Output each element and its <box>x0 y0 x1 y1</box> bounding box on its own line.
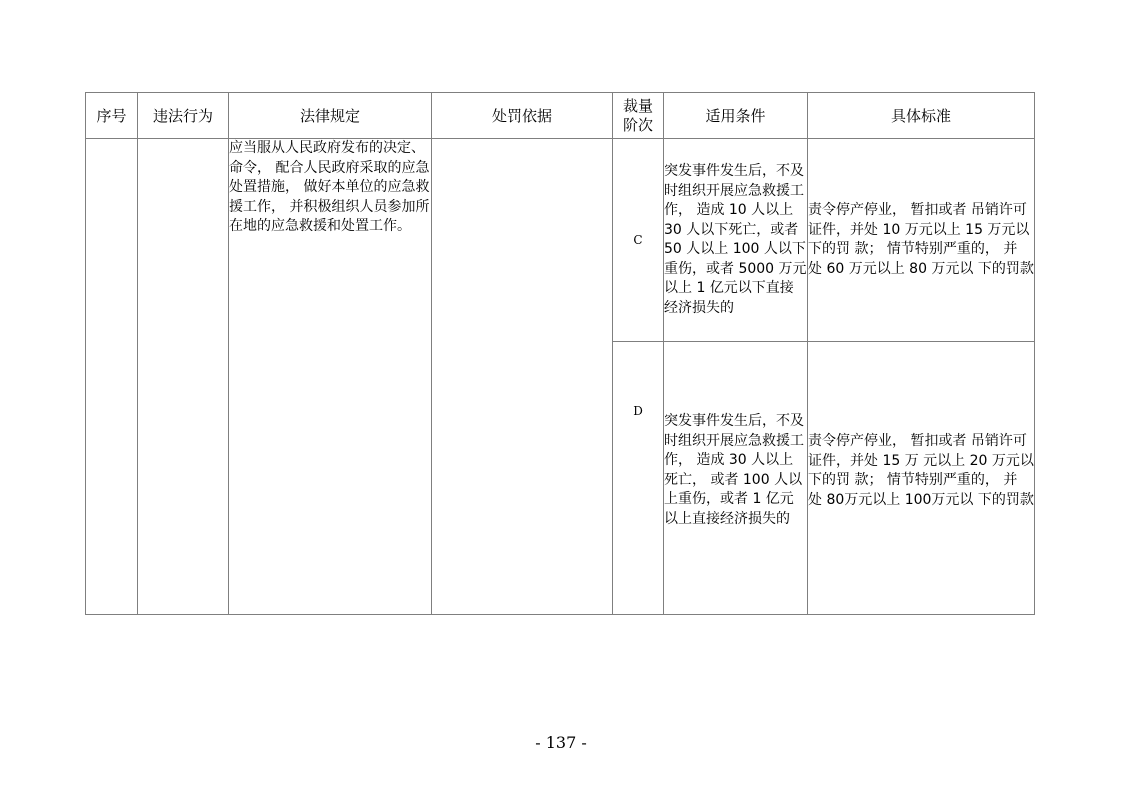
header-seq: 序号 <box>86 93 138 139</box>
penalty-table <box>85 92 1035 615</box>
condition-cell: 突发事件发生后，不及时组织开展应急救援工作， 造成 10 人以上 30 人以下死亡，或者 50 人以上 100 人以下重伤，或者 5000 万元以上 1 亿元以下直接经济损失的 <box>664 139 808 342</box>
level-cell: C <box>613 139 664 342</box>
header-basis: 处罚依据 <box>432 93 613 139</box>
basis-cell <box>432 139 613 615</box>
violation-cell <box>138 139 229 615</box>
table-row <box>86 139 1035 342</box>
level-cell: D <box>613 342 664 615</box>
header-level <box>613 93 664 139</box>
header-condition: 适用条件 <box>664 93 808 139</box>
header-level-line2: 阶次 <box>622 115 653 134</box>
header-violation: 违法行为 <box>138 93 229 139</box>
standard-cell: 责令停产停业， 暂扣或者 吊销许可证件，并处 15 万 元以上 20 万元以下的罚 款； 情节特别严重的， 并 处 80万元以上 100万元以 下的罚款 <box>808 342 1035 615</box>
header-law: 法律规定 <box>229 93 432 139</box>
page-number: - 137 - <box>535 733 587 752</box>
seq-cell <box>86 139 138 615</box>
condition-cell: 突发事件发生后，不及时组织开展应急救援工作， 造成 30 人以上死亡， 或者 100 人以上重伤，或者 1 亿元以上直接经济损失的 <box>664 342 808 615</box>
header-row <box>86 93 1035 139</box>
law-cell: 应当服从人民政府发布的决定、命令， 配合人民政府采取的应急处置措施， 做好本单位的应急救援工作， 并积极组织人员参加所在地的应急救援和处置工作。 <box>229 139 432 615</box>
header-standard: 具体标准 <box>808 93 1035 139</box>
standard-cell: 责令停产停业， 暂扣或者 吊销许可证件，并处 10 万元以上 15 万元以下的罚 款； 情节特别严重的， 并 处 60 万元以上 80 万元以 下的罚款 <box>808 139 1035 342</box>
header-level-line1: 裁量 <box>622 96 653 115</box>
